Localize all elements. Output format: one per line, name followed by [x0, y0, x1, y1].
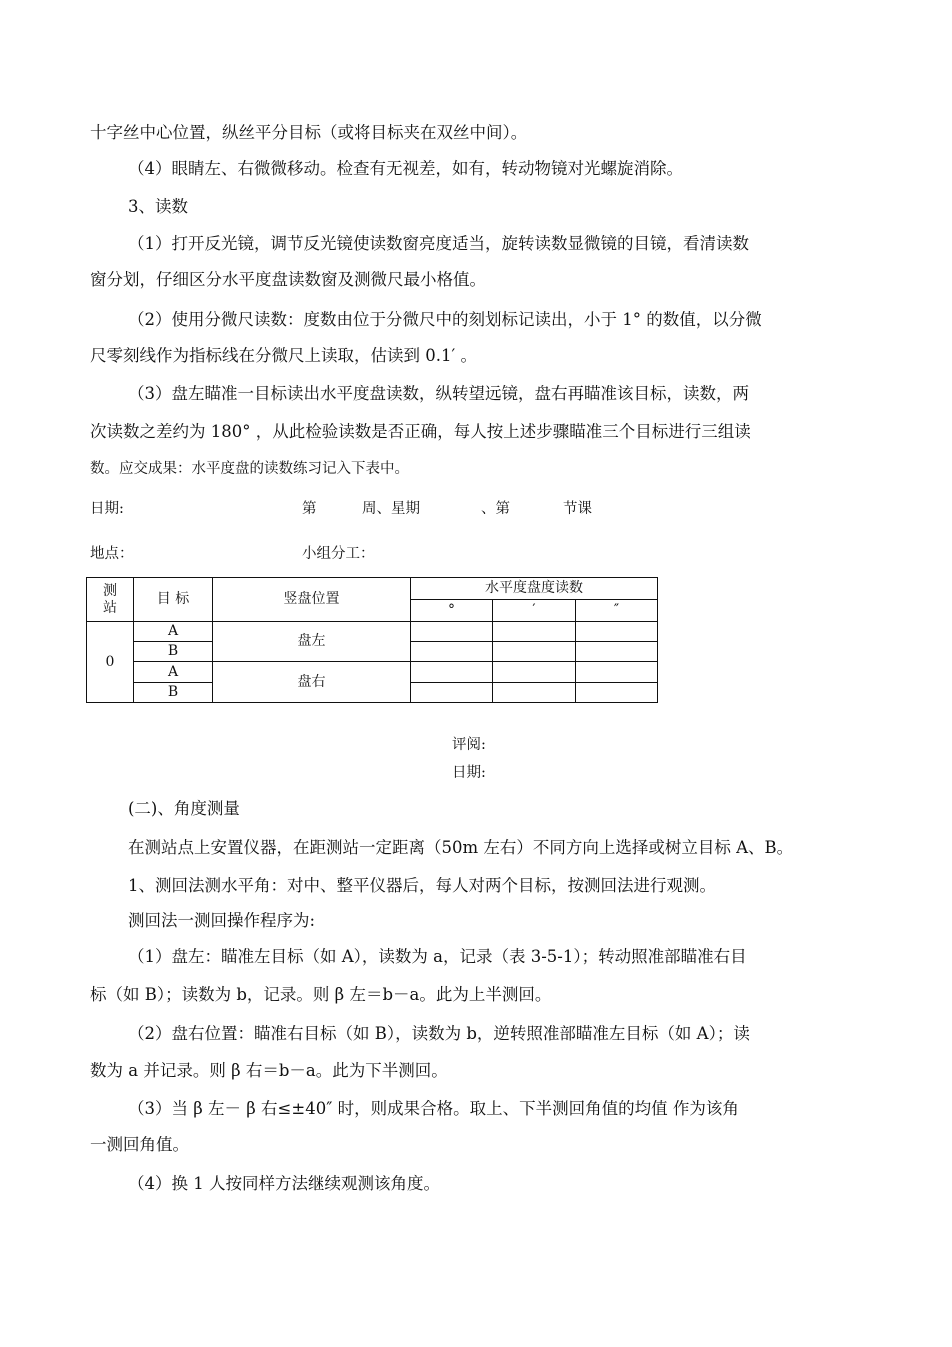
reading-header: 水平度盘度读数 — [411, 578, 658, 600]
reading-cell[interactable] — [411, 642, 493, 662]
review-date-label: 日期: — [452, 765, 486, 781]
second-unit-header: ″ — [576, 600, 658, 622]
reading-table — [86, 577, 658, 703]
target-cell: A — [134, 662, 213, 683]
reading-cell[interactable] — [493, 622, 576, 642]
body-line-7: 尺零刻线作为指标线在分微尺上读取，估读到 0.1′ 。 — [90, 346, 477, 365]
station-value: 0 — [87, 622, 134, 703]
week-part-3: 、第 — [481, 501, 510, 517]
group-label: 小组分工： — [302, 546, 375, 562]
section2-line-3: 1、测回法测水平角：对中、整平仪器后，每人对两个目标，按测回法进行观测。 — [128, 876, 716, 895]
section2-line-7: （2）盘右位置：瞄准右目标（如 B），读数为 b，逆转照准部瞄准左目标（如 A）；读 — [128, 1024, 750, 1043]
week-part-1: 第 — [302, 501, 317, 517]
face-header: 竖盘位置 — [213, 578, 411, 622]
face-cell-right: 盘右 — [213, 662, 411, 703]
body-line-2: （4）眼睛左、右微微移动。检查有无视差，如有，转动物镜对光螺旋消除。 — [128, 159, 683, 178]
body-line-4: （1）打开反光镜，调节反光镜使读数窗亮度适当，旋转读数显微镜的目镜，看清读数 — [128, 234, 749, 253]
reading-cell[interactable] — [576, 662, 658, 683]
place-label: 地点： — [90, 546, 134, 562]
target-header: 目 标 — [134, 578, 213, 622]
section2-line-4: 测回法一测回操作程序为: — [128, 911, 316, 930]
section2-line-10: 一测回角值。 — [90, 1135, 189, 1154]
reading-cell[interactable] — [576, 683, 658, 703]
body-line-6: （2）使用分微尺读数：度数由位于分微尺中的刻划标记读出，小于 1° 的数值，以分微 — [128, 310, 762, 329]
body-line-9: 次读数之差约为 180° ，从此检验读数是否正确，每人按上述步骤瞄准三个目标进行三组读 — [90, 422, 751, 441]
body-line-5: 窗分划，仔细区分水平度盘读数窗及测微尺最小格值。 — [90, 270, 486, 289]
section2-line-6: 标（如 B）；读数为 b，记录。则 β 左＝b－a。此为上半测回。 — [90, 985, 552, 1004]
target-cell: B — [134, 683, 213, 703]
review-label: 评阅: — [452, 737, 486, 753]
reading-cell[interactable] — [493, 642, 576, 662]
reading-cell[interactable] — [411, 683, 493, 703]
reading-cell[interactable] — [493, 683, 576, 703]
reading-cell[interactable] — [576, 622, 658, 642]
week-part-4: 节课 — [563, 501, 592, 517]
reading-cell[interactable] — [411, 662, 493, 683]
body-line-8: （3）盘左瞄准一目标读出水平度盘读数，纵转望远镜，盘右再瞄准该目标，读数，两 — [128, 384, 749, 403]
section-heading-reading: 3、读数 — [128, 197, 188, 216]
section2-line-9: （3）当 β 左－ β 右≤±40″ 时，则成果合格。取上、下半测回角值的均值 作为该角 — [128, 1099, 739, 1118]
section2-line-5: （1）盘左：瞄准左目标（如 A），读数为 a，记录（表 3-5-1）；转动照准部瞄准右目 — [128, 947, 747, 966]
reading-cell[interactable] — [576, 642, 658, 662]
station-header: 测站 — [87, 578, 134, 622]
week-part-2: 周、星期 — [362, 501, 420, 517]
date-label: 日期: — [90, 501, 124, 517]
reading-cell[interactable] — [411, 622, 493, 642]
body-line-10: 数。应交成果：水平度盘的读数练习记入下表中。 — [90, 461, 409, 477]
reading-cell[interactable] — [493, 662, 576, 683]
section2-line-8: 数为 a 并记录。则 β 右＝b－a。此为下半测回。 — [90, 1061, 448, 1080]
minute-unit-header: ′ — [493, 600, 576, 622]
degree-unit-header: ° — [411, 600, 493, 622]
section2-line-11: （4）换 1 人按同样方法继续观测该角度。 — [128, 1174, 440, 1193]
section-heading-angle: (二)、角度测量 — [128, 799, 240, 818]
target-cell: B — [134, 642, 213, 662]
target-cell: A — [134, 622, 213, 642]
section2-line-2: 在测站点上安置仪器，在距测站一定距离（50m 左右）不同方向上选择或树立目标 A、B。 — [128, 838, 794, 857]
face-cell-left: 盘左 — [213, 622, 411, 662]
body-line-1: 十字丝中心位置，纵丝平分目标（或将目标夹在双丝中间）。 — [90, 123, 528, 142]
